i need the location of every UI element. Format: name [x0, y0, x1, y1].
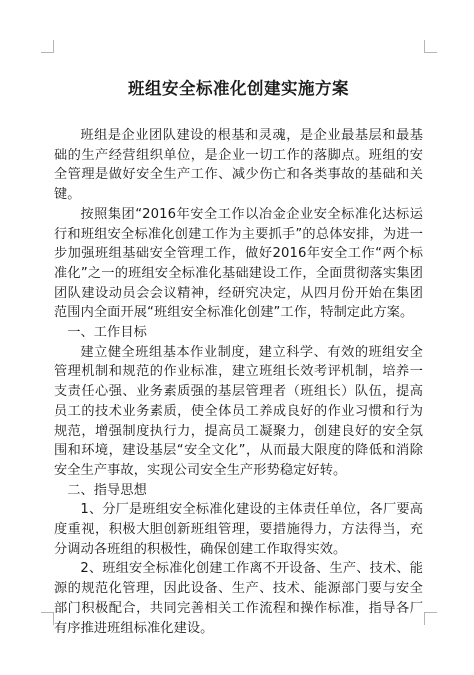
page-corner-mark	[424, 40, 437, 53]
section-heading: 一、工作目标	[67, 325, 147, 341]
section-heading: 二、指导思想	[67, 482, 147, 498]
section-item: 1、分厂是班组安全标准化建设的主体责任单位，各厂要高度重视，积极大胆创新班组管理，要措施得力，方法得当，充分调动各班组的积极性，确保创建工作取得实效。	[54, 502, 423, 557]
page-corner-mark	[41, 40, 54, 53]
page-corner-mark	[424, 612, 437, 625]
document-title: 班组安全标准化创建实施方案	[128, 79, 349, 98]
section-item: 2、班组安全标准化创建工作离不开设备、生产、技术、能源的规范化管理，因此设备、生产、技术、能源部门要与安全部门积极配合，共同完善相关工作流程和操作标准，指导各厂有序推进班组标准化建设。	[54, 561, 423, 636]
background-paragraph: 按照集团“2016年安全工作以冶金企业安全标准化达标运行和班组安全标准化创建工作为主要抓手”的总体安排，为进一步加强班组基础安全管理工作，做好2016年安全工作“两个标准化”之一的班组安全标准化基础建设工作，全面贯彻落实集团团队建设动员会会议精神，经研究决定，从四月份开始在集团范围内全面开展“班组安全标准化创建”工作，特制定此方案。	[54, 206, 423, 321]
document-body	[54, 78, 423, 638]
intro-paragraph: 班组是企业团队建设的根基和灵魂，是企业最基层和最基础的生产经营组织单位，是企业一切工作的落脚点。班组的安全管理是做好安全生产工作、减少伤亡和各类事故的基础和关键。	[54, 128, 423, 203]
page-corner-mark	[41, 612, 54, 625]
section-paragraph: 建立健全班组基本作业制度，建立科学、有效的班组安全管理机制和规范的作业标准，建立班组长效考评机制，培养一支责任心强、业务素质强的基层管理者（班组长）队伍，提高员工的技术业务素质，使全体员工养成良好的作业习惯和行为规范，增强制度执行力，提高员工凝聚力，创建良好的安全氛围和环境，建设基层“安全文化”，从而最大限度的降低和消除安全生产事故，实现公司安全生产形势稳定好转。	[54, 344, 423, 478]
